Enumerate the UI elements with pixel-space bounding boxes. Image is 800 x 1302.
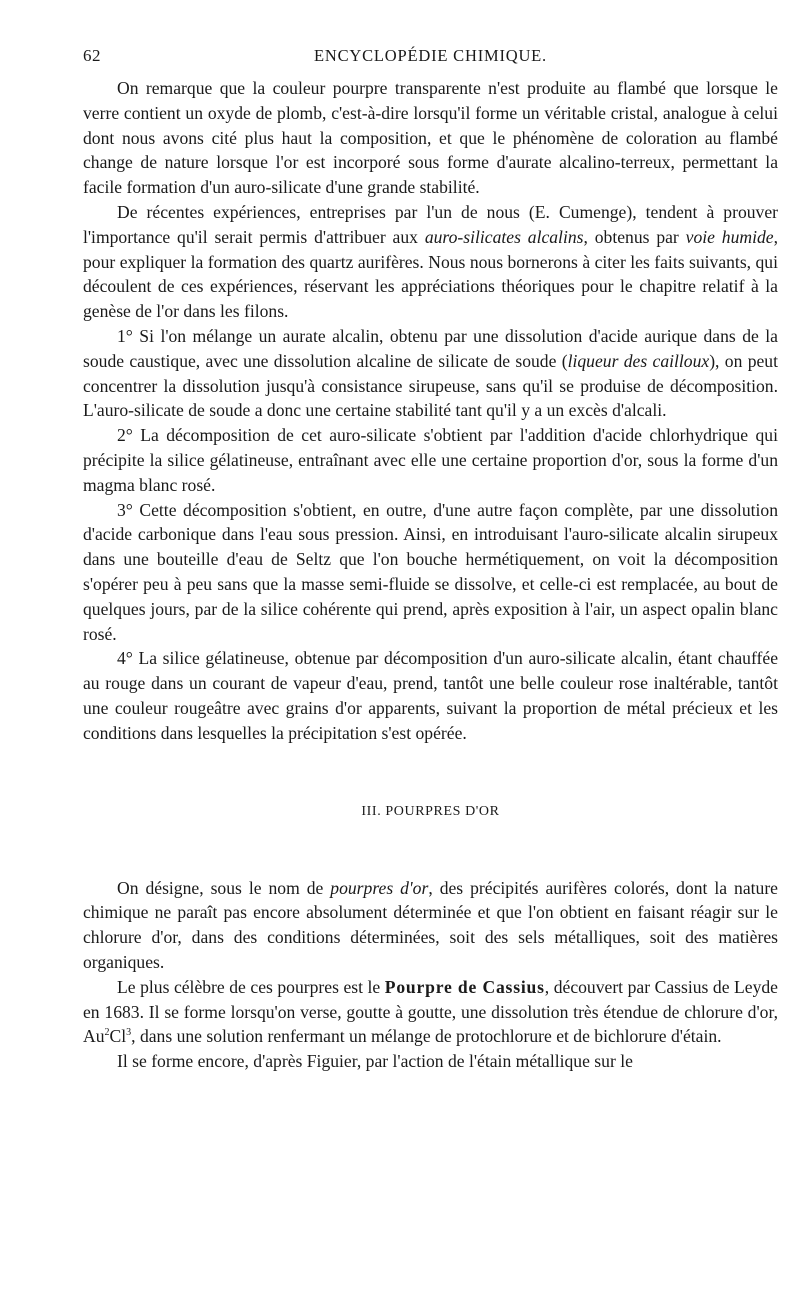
paragraph <box>83 200 778 324</box>
paragraph-text: On désigne, sous le nom de <box>117 877 331 898</box>
paragraph-text: Cl <box>109 1026 127 1047</box>
superscript: 2 <box>104 1027 110 1039</box>
paragraph-text: 3° Cette décomposition s'obtient, en outre, d'une autre façon complète, par une dissolution d'acide carbonique dans l'eau sous pression. Ainsi, en introduisant l'auro-silicate alcalin sirupeux dans une bouteille d'eau de Seltz que l'on bouche hermétiquement, on voit la décomposition s'opérer peu à peu sans que la masse semi-fluide se dissolve, et celle-ci est remplacée, au bout de quelques jours, par de la silice cohérente qui prend, après exposition à l'air, un aspect opalin blanc rosé. <box>83 499 778 644</box>
paragraph-text: , pour expliquer la formation des quartz aurifères. Nous nous bornerons à citer les faits suivants, qui découlent de ces expériences, réservant les appréciations théoriques pour le chapitre relatif à la genèse de l'or dans les filons. <box>83 226 778 322</box>
paragraph-text: 2° La décomposition de cet auro-silicate s'obtient par l'addition d'acide chlorhydrique qui précipite la silice gélatineuse, entraînant avec elle une certaine proportion d'or, sous la forme d'un magma blanc rosé. <box>83 425 778 495</box>
running-head <box>83 46 778 76</box>
superscript: 3 <box>126 1027 132 1039</box>
body-text <box>83 76 778 1074</box>
paragraph <box>83 324 778 423</box>
paragraph <box>83 76 778 200</box>
paragraph-text: On remarque que la couleur pourpre transparente n'est produite au flambé que lorsque le verre contient un oxyde de plomb, c'est-à-dire lorsqu'il forme un véritable cristal, analogue à celui dont nous avons cité plus haut la composition, et que le phénomène de coloration au flambé change de nature lorsque l'or est incorporé sous forme d'aurate alcalino-terreux, permettant la facile formation d'un auro-silicate d'une grande stabilité. <box>83 78 778 198</box>
bold-term: Pourpre de Cassius <box>384 976 545 997</box>
paragraph <box>83 975 778 1049</box>
paragraph-text: ), on peut concentrer la dissolution jusqu'à consistance sirupeuse, sans qu'il se produise de décomposition. L'auro-silicate de soude a donc une certaine stabilité tant qu'il y a un excès d'alcali. <box>83 350 778 421</box>
paragraph-text: 1° Si l'on mélange un aurate alcalin, obtenu par une dissolution d'acide aurique dans de la soude caustique, avec une dissolution alcaline de silicate de soude ( <box>83 325 778 371</box>
paragraph-text: , des précipités aurifères colorés, dont la nature chimique ne paraît pas encore absolument déterminée et que l'on obtient en faisant réagir sur le chlorure d'or, dans des conditions déterminées, soit des sels métalliques, soit des matières organiques. <box>83 877 778 972</box>
paragraph <box>83 876 778 975</box>
italic-term: pourpres d'or <box>330 877 429 898</box>
italic-term: voie humide <box>685 226 774 247</box>
page-number: 62 <box>83 46 101 65</box>
paragraph <box>83 646 778 745</box>
paragraph-text: De récentes expériences, entreprises par l'un de nous (E. Cumenge), tendent à prouver l'importance qu'il serait permis d'attribuer aux <box>83 201 778 247</box>
section-title: III. POURPRES D'OR <box>361 803 500 819</box>
italic-term: liqueur des cailloux <box>567 350 710 371</box>
paragraph-text: , obtenus par <box>583 226 686 247</box>
paragraph <box>83 498 778 647</box>
paragraph-text: , découvert par Cassius de Leyde en 1683. Il se forme lorsqu'on verse, goutte à goutte, une dissolution très étendue de chlorure d'or, Au <box>83 976 778 1047</box>
paragraph <box>83 1049 778 1074</box>
paragraph <box>83 423 778 497</box>
document-page <box>83 46 778 1074</box>
paragraph-text: 4° La silice gélatineuse, obtenue par décomposition d'un auro-silicate alcalin, étant chauffée au rouge dans un courant de vapeur d'eau, prend, tantôt une belle couleur rose inaltérable, tantôt une couleur rougeâtre avec grains d'or apparents, suivant la proportion de métal précieux et les conditions dans lesquelles la précipitation s'est opérée. <box>83 648 778 743</box>
running-title: ENCYCLOPÉDIE CHIMIQUE. <box>313 46 547 65</box>
paragraph-text: Le plus célèbre de ces pourpres est le <box>117 976 385 997</box>
paragraph-text: , dans une solution renfermant un mélange de protochlorure et de bichlorure d'étain. <box>131 1026 722 1047</box>
paragraph-text: Il se forme encore, d'après Figuier, par l'action de l'étain métallique sur le <box>117 1051 633 1072</box>
italic-term: auro-silicates alcalins <box>424 226 584 247</box>
